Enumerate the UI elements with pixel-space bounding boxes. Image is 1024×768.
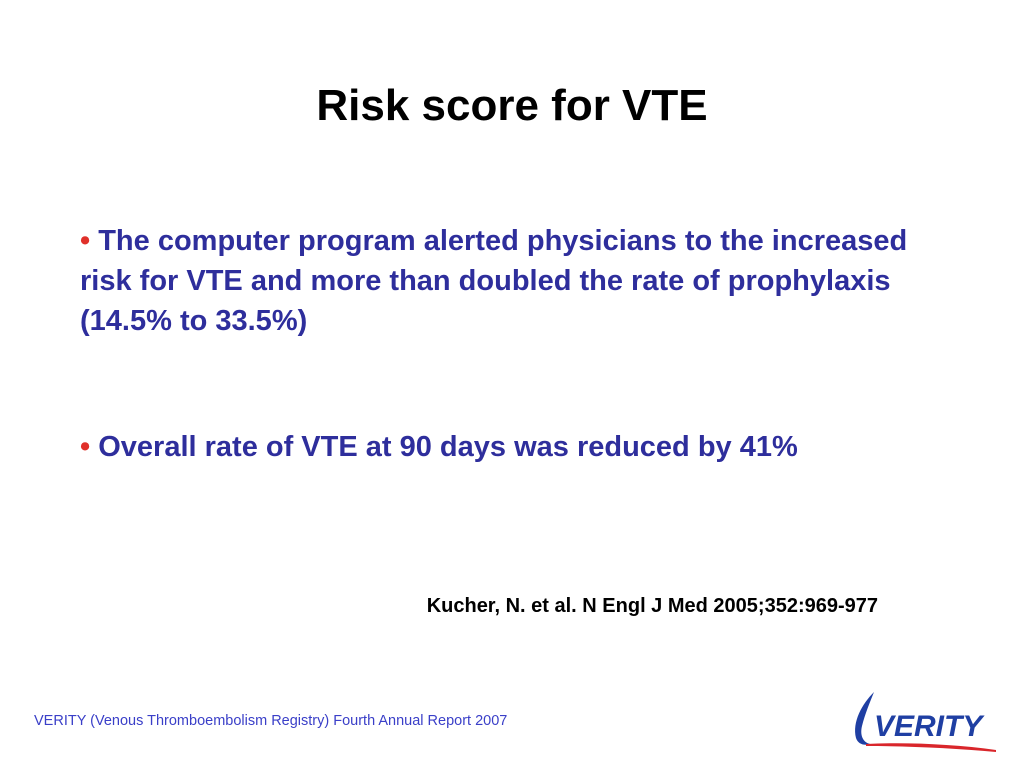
footer-text: VERITY (Venous Thromboembolism Registry) Fourth Annual Report 2007 bbox=[34, 713, 508, 729]
bullet-marker: • bbox=[80, 431, 91, 463]
slide-title: Risk score for VTE bbox=[316, 81, 708, 130]
bullet-text: The computer program alerted physicians to the increased risk for VTE and more than doubled the rate of prophylaxis (14.5% to 33.5%) bbox=[80, 225, 908, 337]
citation: Kucher, N. et al. N Engl J Med 2005;352:969-977 bbox=[426, 595, 878, 617]
logo-text: VERITY bbox=[874, 710, 983, 743]
bullet-text: Overall rate of VTE at 90 days was reduced by 41% bbox=[98, 431, 798, 463]
bullet-item bbox=[80, 221, 940, 341]
bullet-item bbox=[80, 427, 940, 467]
verity-logo-icon bbox=[844, 688, 1004, 754]
bullet-marker: • bbox=[80, 225, 91, 257]
verity-logo bbox=[844, 688, 1004, 754]
